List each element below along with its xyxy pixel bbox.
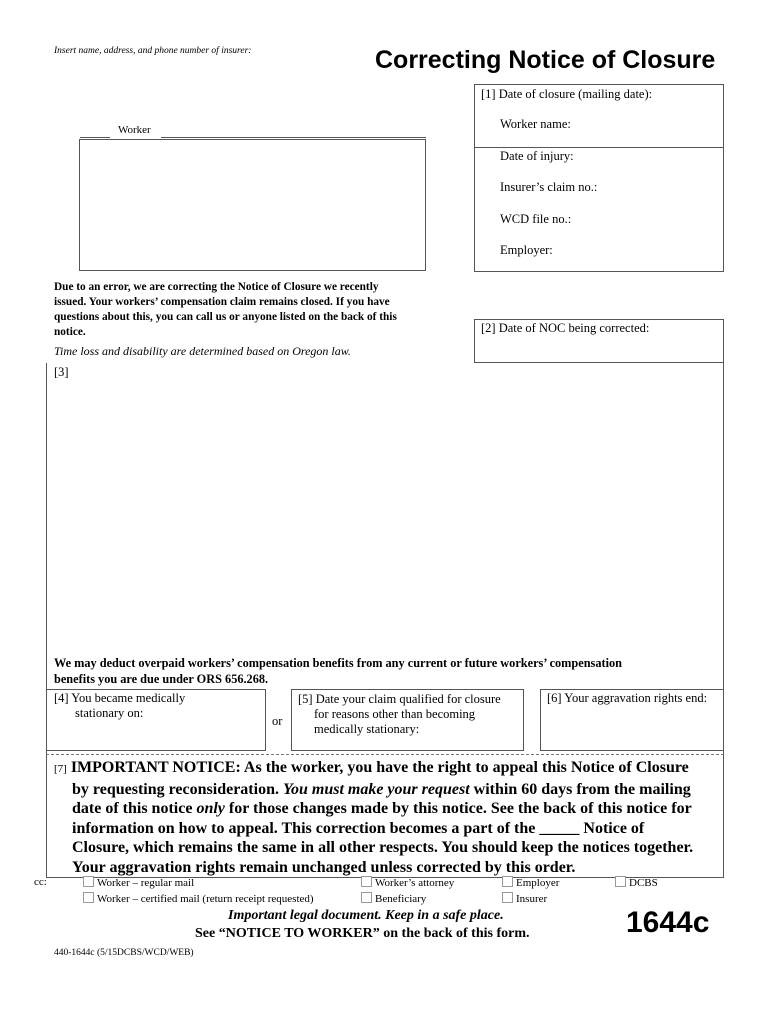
employer-label: Employer:: [500, 243, 553, 257]
footer-important: Important legal document. Keep in a safe place.: [228, 908, 504, 923]
checkbox-icon[interactable]: [615, 876, 626, 887]
cc-label: cc:: [34, 876, 47, 888]
insurer-instruction: Insert name, address, and phone number of insurer:: [54, 46, 252, 56]
important-notice: [7] IMPORTANT NOTICE: As the worker, you have the right to appeal this Notice of Closure by requesting reconsideration. You must make your request within 60 days from the mailing date of this notice only for those changes made by this notice. See the back of this notice for information on how to appeal. This correction becomes a part of the _____ Notice of Closure, which remains the same in all other respects. You should keep the notices together. Your aggravation rights remain unchanged unless corrected by this order.: [54, 759, 694, 876]
frame-left: [46, 363, 47, 878]
worker-address-box[interactable]: [79, 139, 426, 271]
overpaid-notice: We may deduct overpaid workers’ compensation benefits from any current or future workers’ compensation benefits you are due under ORS 656.268.: [54, 656, 622, 686]
insurer-claim-label: Insurer’s claim no.:: [500, 180, 598, 194]
date-of-closure-label: [1] Date of closure (mailing date):: [481, 87, 653, 101]
noc-date-label: [2] Date of NOC being corrected:: [481, 321, 650, 335]
box6-label: [6] Your aggravation rights end:: [547, 691, 708, 705]
worker-rule-right: [161, 137, 426, 138]
section3-area[interactable]: [60, 385, 710, 645]
footer-see-notice: See “NOTICE TO WORKER” on the back of this form.: [195, 926, 530, 941]
worker-label: Worker: [118, 124, 151, 136]
intro-text: Due to an error, we are correcting the Notice of Closure we recently issued. Your workers’ compensation claim remains closed. If you have questions about this, you can call us or anyone listed on the back of this notice.: [54, 281, 397, 338]
cc-workers-attorney[interactable]: Worker’s attorney: [361, 876, 454, 889]
cc-employer[interactable]: Employer: [502, 876, 559, 889]
form-code: 440-1644c (5/15DCBS/WCD/WEB): [54, 948, 194, 958]
checkbox-icon[interactable]: [502, 876, 513, 887]
form-number: 1644c: [626, 906, 710, 939]
frame-right: [723, 363, 724, 878]
or-text: or: [272, 714, 283, 728]
checkbox-icon[interactable]: [502, 892, 513, 903]
notice-divider: [46, 754, 724, 755]
checkbox-icon[interactable]: [83, 892, 94, 903]
date-of-injury-label: Date of injury:: [500, 149, 574, 163]
page-title: Correcting Notice of Closure: [375, 46, 716, 74]
box5-label: [5] Date your claim qualified for closure for reasons other than becoming medically stationary:: [298, 692, 501, 736]
checkbox-icon[interactable]: [83, 876, 94, 887]
checkbox-icon[interactable]: [361, 892, 372, 903]
cc-worker-certified[interactable]: Worker – certified mail (return receipt requested): [83, 892, 314, 905]
cc-dcbs[interactable]: DCBS: [615, 876, 658, 889]
checkbox-icon[interactable]: [361, 876, 372, 887]
oregon-law-note: Time loss and disability are determined based on Oregon law.: [54, 344, 351, 358]
worker-rule-left: [80, 137, 110, 138]
worker-name-label: Worker name:: [500, 117, 571, 131]
closure-divider: [474, 147, 724, 148]
cc-insurer[interactable]: Insurer: [502, 892, 547, 905]
cc-worker-regular[interactable]: Worker – regular mail: [83, 876, 194, 889]
wcd-file-label: WCD file no.:: [500, 212, 572, 226]
box4-label: [4] You became medically stationary on:: [54, 691, 186, 720]
section3-label: [3]: [54, 365, 69, 379]
cc-beneficiary[interactable]: Beneficiary: [361, 892, 426, 905]
